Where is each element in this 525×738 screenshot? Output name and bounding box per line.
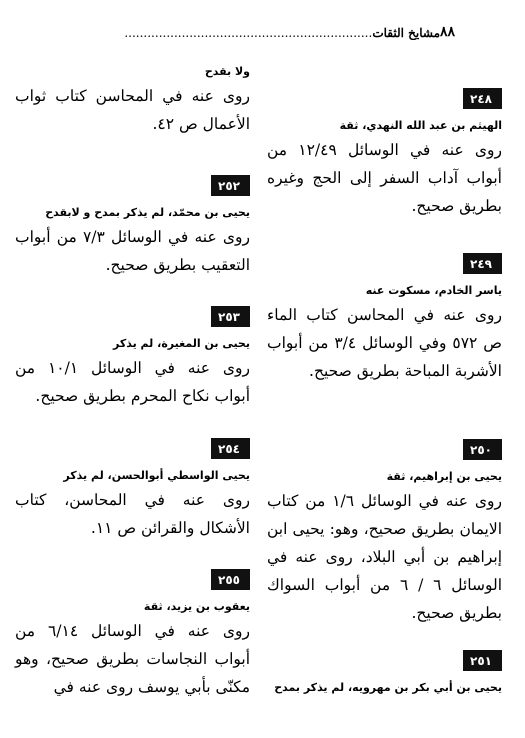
entry-name: ياسر الخادم، مسكوت عنه	[365, 284, 502, 297]
entry-number-badge: ٢٥١	[463, 650, 502, 671]
entry-255	[15, 569, 250, 701]
entry-number-badge: ٢٥٤	[211, 438, 250, 459]
entry-250	[267, 439, 502, 627]
entry-number-badge: ٢٥٢	[211, 175, 250, 196]
entry-number-badge: ٢٥٣	[211, 306, 250, 327]
entry-name: يحيى الواسطي أبوالحسن، لم يذكر	[63, 469, 250, 482]
entry-text: روى عنه في الوسائل ٧/٣ من أبواب التعقيب بطريق صحيح.	[15, 228, 250, 274]
entry-248	[267, 88, 502, 220]
entry-number-badge: ٢٥٠	[463, 439, 502, 460]
entry-text: روى عنه في المحاسن، كتاب الأشكال والقرائن ص ١١.	[15, 491, 250, 537]
entry-number-badge: ٢٥٥	[211, 569, 250, 590]
entry-number-badge: ٢٤٨	[463, 88, 502, 109]
entry-text: روى عنه في الوسائل ١٠/١ من أبواب نكاح المحرم بطريق صحيح.	[15, 359, 250, 405]
entry-254	[15, 438, 250, 542]
entry-name: يحيى بن المغيرة، لم يذكر	[113, 337, 250, 350]
entry-name: يحيى بن محمّد، لم يذكر بمدح و لابقدح	[45, 206, 250, 219]
entry-name: يعقوب بن يزيد، ثقة	[143, 600, 250, 613]
continued-entry	[15, 65, 250, 138]
entry-251	[267, 650, 502, 694]
continued-entry-name: ولا بقدح	[204, 65, 250, 78]
entry-text: روى عنه في المحاسن كتاب الماء ص ٥٧٢ وفي الوسائل ٣/٤ من أبواب الأشربة المباحة بطريق صحيح.	[267, 306, 502, 380]
entry-name: يحيى بن أبي بكر بن مهرويه، لم يذكر بمدح	[274, 681, 502, 694]
entry-252	[15, 175, 250, 279]
running-header	[30, 26, 440, 40]
leader-dots: .................................................................	[124, 26, 373, 40]
entry-249	[267, 253, 502, 385]
entry-text: روى عنه في الوسائل ١/٦ من كتاب الايمان بطريق صحيح، وهو: يحيى ابن إبراهيم بن أبي البلاد، روى عنه في الوسائل ٦ / ٦ من أبواب السواك بطريق صحيح.	[267, 492, 503, 622]
entry-text: روى عنه في الوسائل ١٢/٤٩ من أبواب آداب السفر إلى الحج وغيره بطريق صحيح.	[267, 141, 502, 215]
entry-text: روى عنه في الوسائل ٦/١٤ من أبواب النجاسات بطريق صحيح، وهو مكنّى بأبي يوسف روى عنه في	[15, 622, 250, 696]
entry-name: الهيثم بن عبد الله النهدي، ثقة	[339, 119, 502, 132]
entry-number-badge: ٢٤٩	[463, 253, 502, 274]
entry-253	[15, 306, 250, 410]
page-number: ٨٨	[440, 24, 456, 40]
running-title: مشايخ الثقات	[372, 26, 440, 40]
entry-name: يحيى بن إبراهيم، ثقة	[386, 470, 502, 483]
continued-entry-text: روى عنه في المحاسن كتاب ثواب الأعمال ص ٤٢.	[15, 87, 250, 133]
